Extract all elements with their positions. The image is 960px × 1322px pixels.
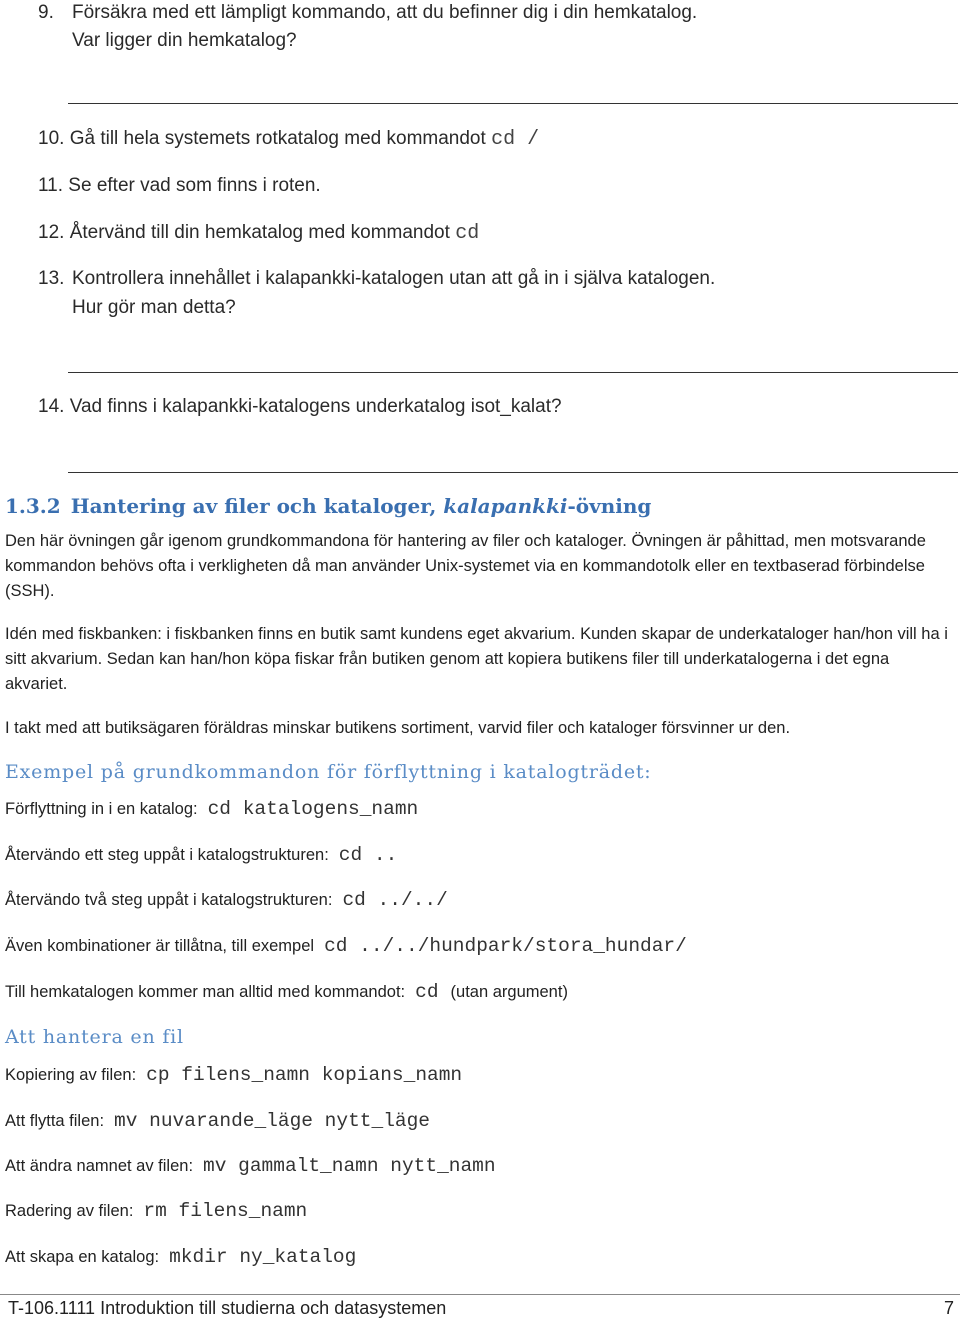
question-number: 14. — [38, 396, 65, 417]
question-text: Gå till hela systemets rotkatalog med kommandot — [69, 128, 486, 149]
files-heading: Att hantera en fil — [5, 1026, 184, 1048]
question-11 — [38, 175, 321, 197]
section-heading — [5, 494, 651, 518]
question-number: 10. — [38, 128, 65, 149]
command-line — [5, 1110, 430, 1132]
question-10 — [38, 128, 539, 151]
question-text: Se efter vad som finns i roten. — [68, 175, 321, 196]
answer-line — [68, 472, 958, 473]
command-line — [5, 798, 418, 820]
section-paragraph — [5, 529, 955, 604]
section-paragraph — [5, 716, 955, 741]
command-label: Att ändra namnet av filen: — [5, 1157, 194, 1175]
question-text-line: Försäkra med ett lämpligt kommando, att du befinner dig i din hemkatalog. — [72, 2, 698, 23]
command-line — [5, 981, 568, 1003]
command-line — [5, 1200, 307, 1222]
question-number: 12. — [38, 222, 65, 243]
question-number: 13. — [38, 268, 65, 289]
answer-line — [68, 372, 958, 373]
page-number: 7 — [943, 1298, 954, 1318]
command-label: Även kombinationer är tillåtna, till exempel — [5, 937, 315, 955]
command-label: Återvändo ett steg uppåt i katalogstrukturen: — [5, 846, 329, 864]
command-code: cd ../../hundpark/stora_hundar/ — [324, 935, 687, 957]
command-code: cd — [415, 981, 439, 1003]
answer-line — [68, 103, 958, 104]
question-text: Återvänd till din hemkatalog med kommandot — [69, 222, 450, 243]
command-line — [5, 1155, 496, 1177]
command-label: Att skapa en katalog: — [5, 1248, 160, 1266]
navigation-heading: Exempel på grundkommandon för förflyttning i katalogträdet: — [5, 761, 652, 783]
question-text-line: Var ligger din hemkatalog? — [72, 30, 297, 51]
question-12 — [38, 222, 479, 245]
section-title-suffix: -övning — [567, 494, 652, 518]
command-label: Radering av filen: — [5, 1202, 134, 1220]
command-label: Återvändo två steg uppåt i katalogstrukturen: — [5, 891, 333, 909]
command-code: cd .. — [338, 844, 398, 866]
question-number: 9. — [38, 2, 54, 23]
command-label: Att flytta filen: — [5, 1112, 105, 1130]
command-line — [5, 935, 687, 957]
paragraph-text: Idén med fiskbanken: i fiskbanken finns en butik samt kundens eget akvarium. Kunden skapar de underkataloger han/hon vill ha i sitt akvarium. Sedan kan han/hon köpa fiskar från butiken genom att kopiera butikens filer till underkatalogerna i det egna akvariet. — [5, 625, 948, 693]
question-text-line: Kontrollera innehållet i kalapankki-katalogen utan att gå in i själva katalogen. — [72, 268, 716, 289]
command-code: cd ../../ — [342, 889, 448, 911]
question-14 — [38, 396, 562, 418]
command-note: (utan argument) — [450, 983, 568, 1001]
command-code: mkdir ny_katalog — [169, 1246, 357, 1268]
command-line — [5, 844, 397, 866]
command-label: Till hemkatalogen kommer man alltid med kommandot: — [5, 983, 406, 1001]
command-line — [5, 1246, 356, 1268]
question-text: Vad finns i kalapankki-katalogens underkatalog isot_kalat? — [69, 396, 562, 417]
footer-divider — [0, 1294, 960, 1295]
command-label: Kopiering av filen: — [5, 1066, 137, 1084]
section-title-italic: kalapankki — [443, 494, 568, 518]
command-line — [5, 1064, 462, 1086]
section-title: Hantering av filer och kataloger, — [70, 494, 444, 518]
question-number: 11. — [38, 175, 64, 196]
command-code: rm filens_namn — [143, 1200, 308, 1222]
footer-course: T-106.1111 Introduktion till studierna och datasystemen — [8, 1298, 447, 1318]
command-code: cp filens_namn kopians_namn — [146, 1064, 463, 1086]
section-paragraph — [5, 622, 955, 697]
paragraph-text: Den här övningen går igenom grundkommandona för hantering av filer och kataloger. Övningen är påhittad, men motsvarande kommandon behövs ofta i verkligheten då man använder Unix-systemet via en kommandotolk eller en textbaserad förbindelse (SSH). — [5, 532, 926, 600]
command-code: cd katalogens_namn — [207, 798, 419, 820]
question-text-line: Hur gör man detta? — [72, 297, 236, 318]
command-code: mv nuvarande_läge nytt_läge — [114, 1110, 430, 1132]
command-line — [5, 889, 448, 911]
question-code: cd — [455, 222, 480, 245]
command-label: Förflyttning in i en katalog: — [5, 800, 198, 818]
command-code: mv gammalt_namn nytt_namn — [203, 1155, 496, 1177]
section-number: 1.3.2 — [5, 494, 61, 518]
question-code: cd / — [491, 128, 540, 151]
paragraph-text: I takt med att butiksägaren föräldras minskar butikens sortiment, varvid filer och kataloger försvinner ur den. — [5, 719, 791, 737]
